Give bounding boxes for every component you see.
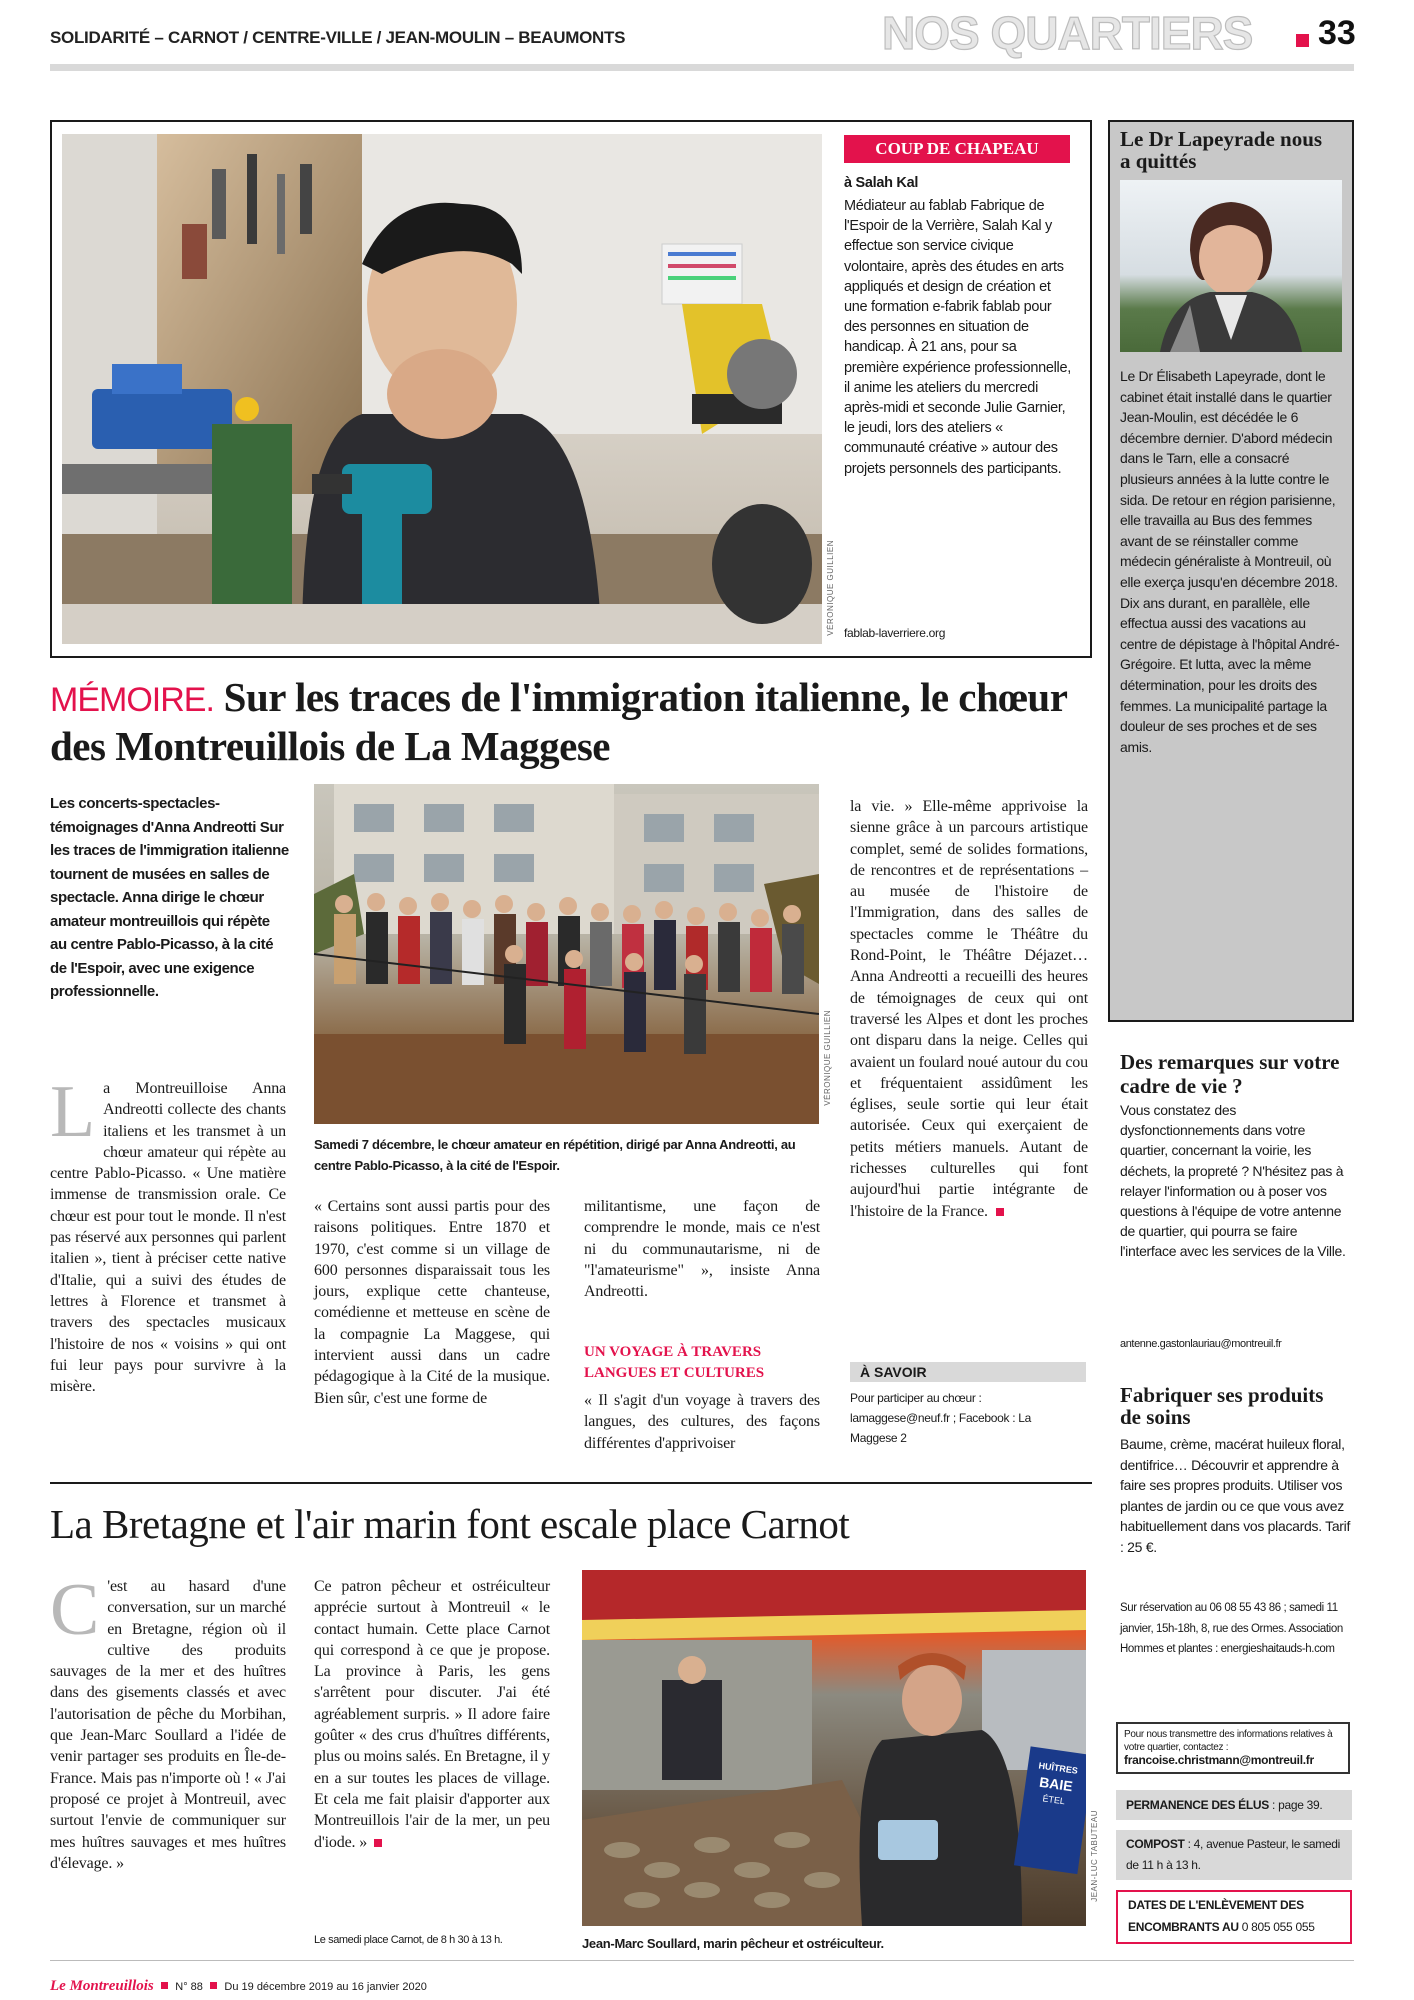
sign-line-2: BAIE bbox=[1038, 1773, 1074, 1795]
end-square bbox=[996, 1208, 1004, 1216]
memoire-col1-text: a Montreuilloise Anna Andreotti collecte des chants italiens et les transmet à un chœur amateur qui répète au centre Pablo-Picasso. « Une matière immense de transmission orale. Ce chœur est pour tout le monde. Il n'est pas réservé aux personnes qui parlent italien », tient à préciser cette native d'Italie, qui a suivi des études de lettres à Florence et transmet à travers des spectacles musicaux l'histoire de nos « voisins » qui ont fui leur pays pour survivre à la misère. bbox=[50, 1080, 286, 1396]
asavoir-body: Pour participer au chœur : lamaggese@neuf.fr ; Facebook : La Maggese 2 bbox=[850, 1391, 1032, 1445]
page-number: 33 bbox=[1318, 14, 1356, 52]
journal-name: Le Montreuillois bbox=[50, 1978, 154, 1994]
soins-details: Sur réservation au 06 08 55 43 86 ; samedi 11 janvier, 15h-18h, 8, rue des Ormes. Association Hommes et plantes : energieshaitauds-h.com bbox=[1120, 1602, 1343, 1656]
sign-line-1: HUÎTRES bbox=[1037, 1760, 1079, 1776]
memoire-subhead: UN VOYAGE À TRAVERS LANGUES ET CULTURES bbox=[584, 1344, 765, 1381]
memoire-col4 bbox=[850, 796, 1088, 1222]
remarques-email[interactable]: antenne.gastonlauriau@montreuil.fr bbox=[1120, 1338, 1282, 1350]
asavoir-title: À SAVOIR bbox=[850, 1362, 1086, 1382]
bretagne-col1 bbox=[50, 1569, 286, 1874]
photo-credit: VÉRONIQUE GUILLIEN bbox=[826, 540, 835, 636]
huitres-sign bbox=[1025, 1756, 1086, 1811]
memoire-col2: « Certains sont aussi partis pour des raisons politiques. Entre 1870 et 1970, c'est comme si un village de 600 personnes disparaissait tous les jours, explique cette chanteuse, comédienne et metteuse en scène de la compagnie La Maggese, qui intervient aussi dans un cadre pédagogique à la Cité de la musique. Bien sûr, c'est une forme de bbox=[314, 1198, 550, 1407]
memoire-col4-text: la vie. » Elle-même apprivoise la sienne grâce à un parcours artistique complet, semé de solides formations, de rencontres et de représentations – au musée de l'histoire de l'Immigration, dans des salles de spectacles comme le Théâtre du Rond-Point, le Théâtre Déjazet… Anna Andreotti a recueilli des heures de témoignages de ceux qui ont traversé les Alpes et dont les proches ont disparu dans la neige. Celles qui avaient un foulard noué autour du cou et fréquentaient assidûment les églises, seule sortie qui leur était autorisée. Ceux qui exerçaient de petits métiers manuels. Autant de richesses culturelles qui font aujourd'hui partie intégrante de l'histoire de la France. bbox=[850, 798, 1088, 1220]
memoire-dropcap: L bbox=[50, 1071, 96, 1153]
bretagne-col2 bbox=[314, 1576, 550, 1853]
footer-rule bbox=[50, 1960, 1354, 1961]
memoire-col1 bbox=[50, 1071, 286, 1397]
lapeyrade-body: Le Dr Élisabeth Lapeyrade, dont le cabinet était installé dans le quartier Jean-Moulin, est décédée le 6 décembre dernier. D'abord médecin dans le Tarn, elle a consacré plusieurs années à la lutte contre le sida. De retour en région parisienne, elle travailla au Bus des femmes avant de se réinstaller comme médecin généraliste à Montreuil, où elle exerça jusqu'en décembre 2018. Dix ans durant, en parallèle, elle effectua aussi des vacations au centre de dépistage à l'hôpital André-Grégoire. Et lutta, avec la même détermination, pour les droits des femmes. La municipalité partage la douleur de ses proches et de ses amis. bbox=[1120, 368, 1340, 755]
photo-credit: JEAN-LUC TABUTEAU bbox=[1090, 1810, 1099, 1902]
end-square bbox=[374, 1839, 382, 1847]
soins-body: Baume, crème, macérat huileux floral, dentifrice… Découvrir et apprendre à faire ses propres produits. Utiliser vos plantes de jardin ou ce que vous avez habituellement dans vos placards. Tarif : 25 €. bbox=[1120, 1436, 1351, 1555]
coup-body: Médiateur au fablab Fabrique de l'Espoir de la Verrière, Salah Kal y effectue son service civique volontaire, après des études en arts appliqués et design de création et une formation e-fabrik fablab pour des personnes en situation de handicap. À 21 ans, pour sa première expérience professionnelle, il anime les ateliers du mercredi après-midi et seconde Julie Garnier, le jeudi, lors des ateliers « communauté créative » autour des projets personnels des participants. bbox=[844, 198, 1071, 477]
workshop-illustration bbox=[62, 134, 822, 644]
photo-credit: VÉRONIQUE GUILLIEN bbox=[823, 1010, 832, 1106]
header-rule bbox=[50, 64, 1354, 71]
section-divider bbox=[50, 1482, 1092, 1484]
memoire-col3b: « Il s'agit d'un voyage à travers des langues, des cultures, des façons différentes d'apprivoiser bbox=[584, 1392, 820, 1452]
memoire-col3a: militantisme, une façon de comprendre le monde, mais ce n'est ni du communautarisme, ni de "l'amateurisme" », insiste Anna Andreotti. bbox=[584, 1198, 820, 1301]
bretagne-info: Le samedi place Carnot, de 8 h 30 à 13 h. bbox=[314, 1934, 503, 1946]
page-title: NOS QUARTIERS bbox=[882, 7, 1253, 59]
encombrants-value: 0 805 055 055 bbox=[1238, 1920, 1315, 1934]
permanence-bar bbox=[1116, 1790, 1352, 1820]
section-breadcrumb: SOLIDARITÉ – CARNOT / CENTRE-VILLE / JEAN-MOULIN – BEAUMONTS bbox=[50, 28, 626, 47]
issue-number: N° 88 bbox=[175, 1981, 203, 1993]
permanence-value: : page 39. bbox=[1269, 1798, 1323, 1812]
marchand-photo bbox=[582, 1570, 1086, 1926]
permanence-label: PERMANENCE DES ÉLUS bbox=[1126, 1798, 1269, 1812]
transmettre-text: Pour nous transmettre des informations relatives à votre quartier, contactez : bbox=[1124, 1729, 1333, 1753]
memoire-lead: Les concerts-spectacles-témoignages d'Anna Andreotti Sur les traces de l'immigration italienne tournent de musées en salles de spectacle. Anna dirige le chœur amateur montreuillois qui répète au centre Pablo-Picasso, à la cité de l'Espoir, avec une exigence professionnelle. bbox=[50, 795, 289, 1000]
portrait-illustration bbox=[1120, 180, 1342, 352]
coup-de-chapeau-label: COUP DE CHAPEAU bbox=[844, 135, 1070, 163]
choir-illustration bbox=[314, 784, 819, 1124]
bretagne-col2-text: Ce patron pêcheur et ostréiculteur apprécie surtout à Montreuil « le contact humain. Cette place Carnot qui correspond à ce que je propose. La province à Paris, les gens s'arrêtent pour discuter. J'ai été agréablement surpris. » Il adore faire goûter « des crus d'huîtres différents, plus ou moins salés. En Bretagne, il y en a sur toutes les places de village. Et cela me fait plaisir d'apporter aux Montreuillois l'air de la mer, un peu d'iode. » bbox=[314, 1578, 550, 1851]
lapeyrade-photo bbox=[1120, 180, 1342, 352]
market-illustration bbox=[582, 1570, 1086, 1926]
compost-bar bbox=[1116, 1830, 1352, 1880]
sign-line-3: ÉTEL bbox=[1041, 1793, 1066, 1807]
bretagne-dropcap: C bbox=[50, 1569, 100, 1651]
encombrants-label: DATES DE L'ENLÈVEMENT DES ENCOMBRANTS AU bbox=[1128, 1898, 1304, 1934]
bretagne-headline: La Bretagne et l'air marin font escale place Carnot bbox=[50, 1501, 850, 1547]
coup-website[interactable]: fablab-laverriere.org bbox=[844, 626, 946, 640]
footer-sep bbox=[161, 1982, 168, 1989]
choeur-caption: Samedi 7 décembre, le chœur amateur en répétition, dirigé par Anna Andreotti, au centre Pablo-Picasso, à la cité de l'Espoir. bbox=[314, 1137, 796, 1173]
title-square bbox=[1296, 34, 1309, 47]
memoire-title: Sur les traces de l'immigration italienne, le chœur des Montreuillois de La Maggese bbox=[50, 674, 1067, 769]
memoire-headline bbox=[50, 674, 1100, 769]
transmettre-box bbox=[1116, 1722, 1350, 1774]
soins-title: Fabriquer ses produits de soins bbox=[1120, 1383, 1324, 1429]
bretagne-col1-text: 'est au hasard d'une conversation, sur un marché en Bretagne, région où il cultive des produits sauvages de la mer et des huîtres dans des gisements classés et avec l'autorisation de pêche du Morbihan, que Jean-Marc Soullard a l'idée de venir partager ses produits en Île-de-France. Mais pas n'importe où ! « J'ai proposé ce projet à Montreuil, avec surtout l'envie de communiquer sur mes huîtres sauvages et mes huîtres d'élevage. » bbox=[50, 1578, 286, 1872]
compost-label: COMPOST bbox=[1126, 1837, 1185, 1851]
lapeyrade-title: Le Dr Lapeyrade nous a quittés bbox=[1120, 127, 1323, 173]
choeur-photo bbox=[314, 784, 819, 1124]
memoire-kicker: MÉMOIRE. bbox=[50, 681, 214, 719]
footer bbox=[50, 1978, 427, 1995]
issue-dates: Du 19 décembre 2019 au 16 janvier 2020 bbox=[224, 1981, 427, 1993]
footer-sep bbox=[210, 1982, 217, 1989]
coup-dedicace: à Salah Kal bbox=[844, 175, 919, 191]
remarques-title: Des remarques sur votre cadre de vie ? bbox=[1120, 1050, 1340, 1098]
remarques-body: Vous constatez des dysfonctionnements dans votre quartier, concernant la voirie, les déchets, la propreté ? N'hésitez pas à relayer l'information ou à poser vos questions à l'équipe de votre antenne de quartier, qui pourra se faire l'interface avec les services de la Ville. bbox=[1120, 1102, 1346, 1260]
salah-kal-photo bbox=[62, 134, 822, 644]
compost-value: : 4, avenue Pasteur, le samedi de 11 h à 13 h. bbox=[1126, 1837, 1341, 1872]
marchand-caption: Jean-Marc Soullard, marin pêcheur et ostréiculteur. bbox=[582, 1936, 884, 1951]
encombrants-box bbox=[1116, 1890, 1352, 1944]
transmettre-email[interactable]: francoise.christmann@montreuil.fr bbox=[1124, 1753, 1314, 1767]
